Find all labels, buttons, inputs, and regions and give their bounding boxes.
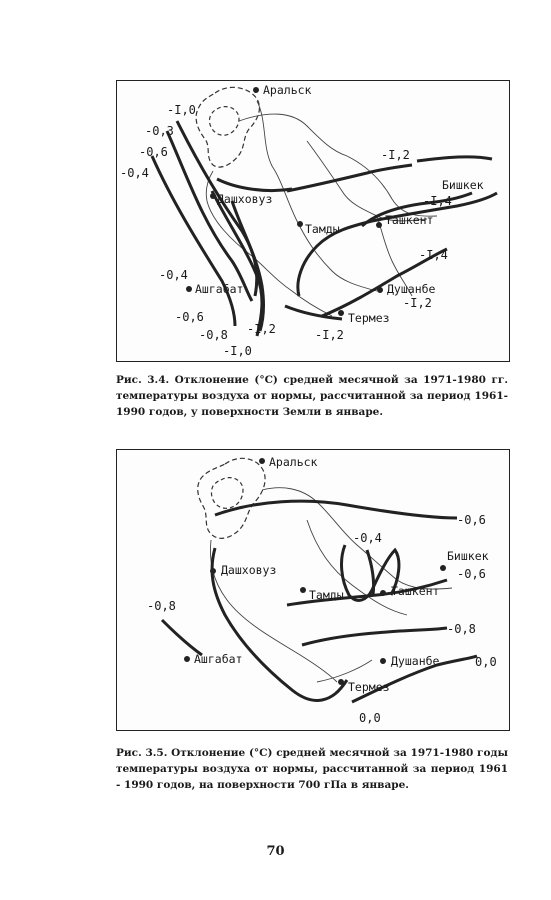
city-label: Бишкек: [442, 178, 484, 192]
figure-caption: Рис. 3.4. Отклонение (°С) средней месячной за 1971-1980 гг. температуры воздуха от нормы, рассчитанной за период 1961-1990 годов, у поверхности Земли в январе.: [116, 374, 508, 418]
city-termez: [338, 310, 390, 325]
isoline: [417, 157, 492, 161]
city-label: Термез: [348, 311, 390, 325]
map-figure-3-5-canvas: [117, 450, 509, 730]
isoline-label: -I,0: [223, 344, 252, 358]
isoline-label: -0,6: [457, 567, 486, 581]
isoline: [177, 121, 257, 296]
isoline-label: -I,4: [423, 194, 452, 208]
city-label: Тамды: [305, 222, 340, 236]
map-figure-3-5: [116, 449, 510, 731]
city-label: Дашховуз: [217, 192, 273, 206]
aral-sea-outer-boundary: [198, 458, 265, 538]
isoline: [302, 628, 447, 645]
city-label: Ташкент: [385, 213, 434, 227]
isoline-label: -I,2: [381, 148, 410, 162]
isoline-label: -0,4: [120, 166, 149, 180]
map-figure-3-4-canvas: [117, 81, 509, 361]
isoline-label: -0,3: [145, 124, 174, 138]
aral-sea-inner-boundary: [209, 107, 239, 136]
isoline-label: -0,8: [147, 599, 176, 613]
isoline-label: -0,6: [175, 310, 204, 324]
aral-sea-outer-boundary: [196, 87, 259, 167]
city-label: Ташкент: [391, 584, 440, 598]
isoline: [367, 550, 374, 595]
city-ashgabat: [184, 652, 242, 666]
isoline: [215, 501, 457, 518]
isoline-label: 0,0: [475, 655, 497, 669]
isoline-label: 0,0: [359, 711, 381, 725]
isoline: [162, 620, 202, 655]
city-label: Аральск: [269, 455, 318, 469]
isoline-label: -I,2: [403, 296, 432, 310]
isoline-label: -I,2: [247, 322, 276, 336]
city-bishkek: [442, 178, 484, 192]
isoline-label: -I,0: [167, 103, 196, 117]
isoline: [287, 165, 412, 191]
city-label: Душанбе: [391, 654, 440, 668]
aral-sea-inner-boundary: [211, 478, 243, 509]
isoline-label: -I,4: [419, 248, 448, 262]
city-label: Дашховуз: [221, 563, 277, 577]
city-label: Душанбе: [387, 282, 436, 296]
city-aralsk: [253, 83, 312, 97]
isoline-label: -I,2: [315, 328, 344, 342]
border-line: [257, 101, 377, 291]
isoline-label: -0,6: [457, 513, 486, 527]
page-number: 70: [266, 844, 285, 859]
city-label: Бишкек: [447, 549, 489, 563]
city-aralsk: [259, 455, 318, 469]
city-label: Ашгабат: [195, 282, 244, 296]
border-line: [317, 660, 372, 682]
city-dushanbe: [380, 654, 440, 668]
isoline-label: -0,4: [159, 268, 188, 282]
city-tashkent: [376, 213, 433, 228]
city-ashgabat: [186, 282, 243, 296]
map-figure-3-4: [116, 80, 510, 362]
city-label: Тамды: [309, 588, 344, 602]
city-label: Термез: [348, 680, 390, 694]
city-label: Ашгабат: [194, 652, 243, 666]
isoline-label: -0,8: [199, 328, 228, 342]
city-dashkhovuz: [210, 563, 276, 577]
city-dashkhovuz: [210, 192, 272, 206]
isoline: [217, 179, 292, 191]
figure-caption: Рис. 3.5. Отклонение (°С) средней месячной за 1971-1980 годы температуры воздуха от нормы, рассчитанной за период 1961 - 1990 годов, на поверхности 700 гПа в январе.: [116, 747, 508, 791]
city-tamdy: [300, 587, 344, 602]
isoline-label: -0,4: [353, 531, 382, 545]
city-tashkent: [380, 584, 439, 598]
isoline-label: -0,8: [447, 622, 476, 636]
city-label: Аральск: [263, 83, 312, 97]
isoline-label: -0,6: [139, 145, 168, 159]
